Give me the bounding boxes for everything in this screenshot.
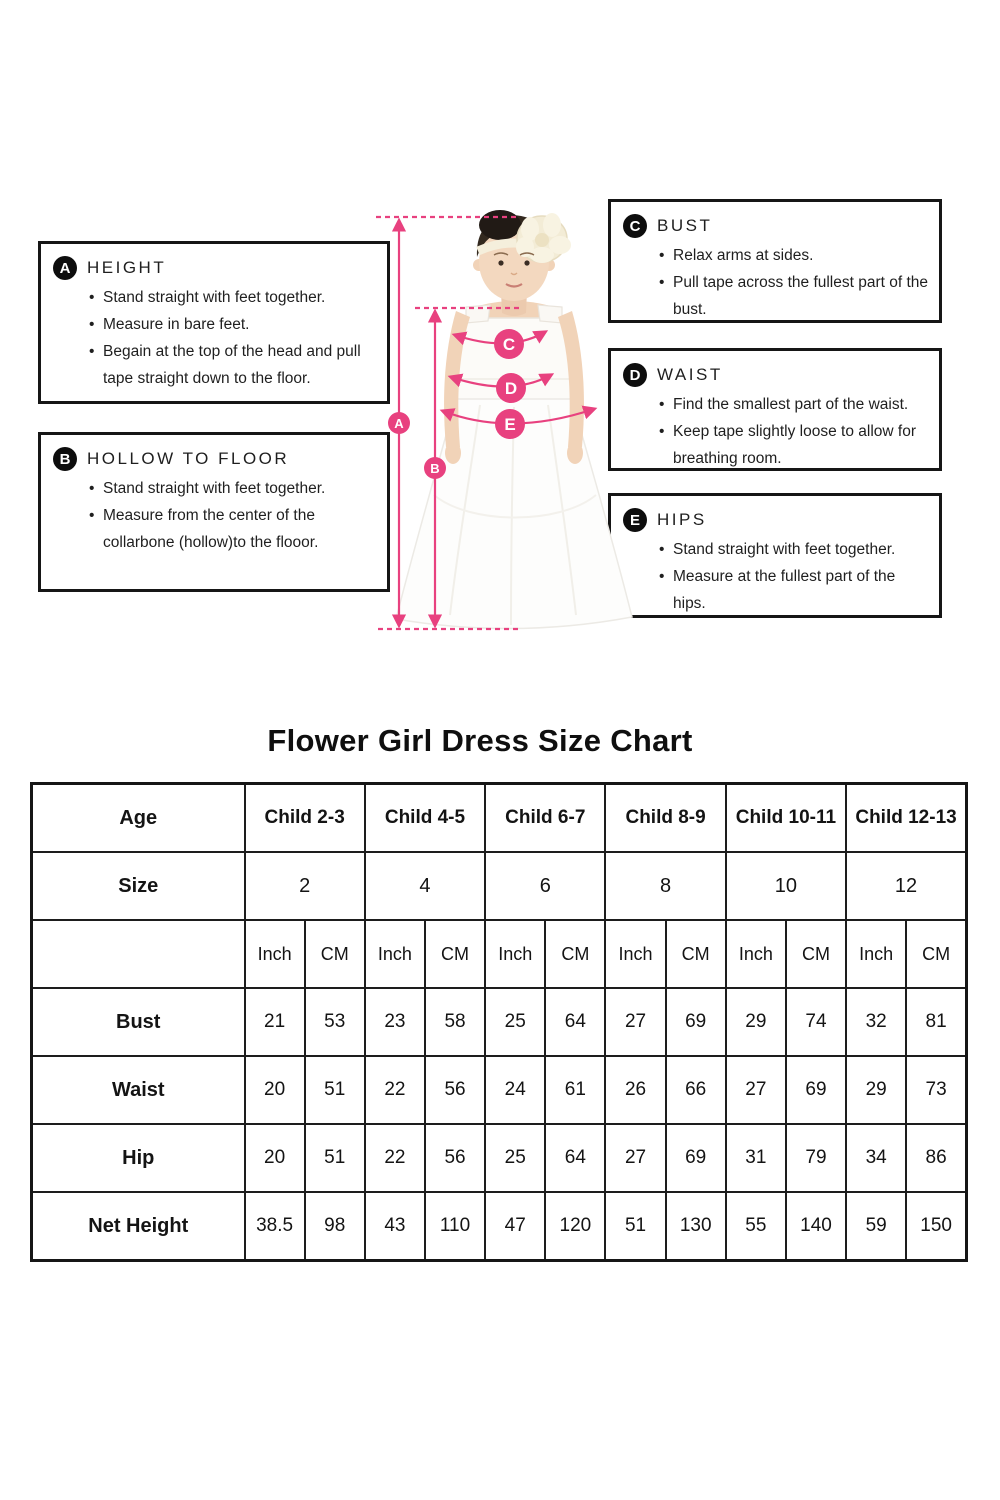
bullet-item: • Measure from the center of the collarbone (hollow)to the flooor. [89, 502, 377, 556]
bullet-item: • Stand straight with feet together. [89, 475, 377, 502]
bullet-item: • Stand straight with feet together. [89, 284, 377, 311]
bullet-item: • Pull tape across the fullest part of the bust. [659, 269, 929, 323]
measurement-value: 69 [666, 988, 726, 1056]
marker-e-icon: E [623, 508, 647, 532]
measurement-value: 64 [545, 1124, 605, 1192]
measurement-value: 27 [605, 1124, 665, 1192]
measurement-value: 20 [245, 1056, 305, 1124]
unit-row [32, 920, 967, 988]
measurement-value: 120 [545, 1192, 605, 1261]
measurement-value: 51 [305, 1124, 365, 1192]
marker-c-icon: C [623, 214, 647, 238]
row-label-size: Size [32, 852, 245, 920]
bullet-item: • Stand straight with feet together. [659, 536, 929, 563]
instruction-title: WAIST [657, 365, 723, 384]
row-label-empty [32, 920, 245, 988]
measurement-value: 51 [605, 1192, 665, 1261]
measurement-value: 23 [365, 988, 425, 1056]
unit-header: Inch [605, 920, 665, 988]
measurement-value: 56 [425, 1056, 485, 1124]
measurement-value: 21 [245, 988, 305, 1056]
measurement-value: 47 [485, 1192, 545, 1261]
unit-header: Inch [365, 920, 425, 988]
instruction-bullets [659, 242, 929, 323]
marker-a-icon: A [53, 256, 77, 280]
svg-text:E: E [504, 415, 516, 434]
unit-header: CM [666, 920, 726, 988]
unit-header: Inch [726, 920, 786, 988]
age-row [32, 784, 967, 853]
row-label-measurement: Waist [32, 1056, 245, 1124]
svg-text:C: C [502, 335, 516, 354]
row-label-age: Age [32, 784, 245, 853]
unit-header: CM [786, 920, 846, 988]
measurement-value: 55 [726, 1192, 786, 1261]
instruction-bullets [659, 536, 929, 617]
measurement-value: 69 [786, 1056, 846, 1124]
instruction-header [623, 214, 929, 238]
age-group-header: Child 4-5 [365, 784, 485, 853]
measurement-value: 25 [485, 988, 545, 1056]
measurement-value: 61 [545, 1056, 605, 1124]
size-value: 6 [485, 852, 605, 920]
instruction-title: HOLLOW TO FLOOR [87, 449, 290, 468]
marker-d-icon: D [623, 363, 647, 387]
unit-header: CM [425, 920, 485, 988]
instruction-title: HIPS [657, 510, 707, 529]
bullet-item: • Begain at the top of the head and pull tape straight down to the floor. [89, 338, 377, 392]
instruction-title: BUST [657, 216, 713, 235]
measurement-value: 38.5 [245, 1192, 305, 1261]
measurement-value: 32 [846, 988, 906, 1056]
measurement-value: 20 [245, 1124, 305, 1192]
row-label-measurement: Net Height [32, 1192, 245, 1261]
marker-b-icon: B [53, 447, 77, 471]
size-row [32, 852, 967, 920]
instruction-bullets [89, 475, 377, 556]
measurement-row [32, 1124, 967, 1192]
measurement-value: 64 [545, 988, 605, 1056]
bullet-item: • Keep tape slightly loose to allow for breathing room. [659, 418, 929, 472]
age-group-header: Child 6-7 [485, 784, 605, 853]
measurement-value: 79 [786, 1124, 846, 1192]
size-table-body [32, 784, 967, 1261]
instruction-header [623, 363, 929, 387]
row-label-measurement: Hip [32, 1124, 245, 1192]
instruction-bullets [659, 391, 929, 472]
measurement-value: 59 [846, 1192, 906, 1261]
unit-header: Inch [245, 920, 305, 988]
unit-header: Inch [485, 920, 545, 988]
age-group-header: Child 12-13 [846, 784, 966, 853]
bullet-item: • Measure at the fullest part of the hips. [659, 563, 929, 617]
measurement-row [32, 988, 967, 1056]
measurement-value: 51 [305, 1056, 365, 1124]
measurement-value: 53 [305, 988, 365, 1056]
size-value: 10 [726, 852, 846, 920]
measurement-value: 66 [666, 1056, 726, 1124]
bullet-item: • Find the smallest part of the waist. [659, 391, 929, 418]
unit-header: CM [906, 920, 966, 988]
size-value: 12 [846, 852, 966, 920]
measurement-value: 26 [605, 1056, 665, 1124]
age-group-header: Child 2-3 [245, 784, 365, 853]
hollow-to-floor-instruction-box [38, 432, 390, 592]
svg-text:A: A [394, 416, 404, 431]
measurement-value: 86 [906, 1124, 966, 1192]
svg-text:B: B [430, 461, 440, 476]
measurement-value: 150 [906, 1192, 966, 1261]
measurement-value: 24 [485, 1056, 545, 1124]
instruction-bullets [89, 284, 377, 392]
unit-header: Inch [846, 920, 906, 988]
measurement-value: 74 [786, 988, 846, 1056]
instruction-header [623, 508, 929, 532]
measurement-value: 27 [726, 1056, 786, 1124]
measurement-figure [370, 195, 660, 640]
measurement-value: 56 [425, 1124, 485, 1192]
measurement-row [32, 1192, 967, 1261]
svg-text:D: D [504, 379, 518, 398]
measurement-value: 22 [365, 1056, 425, 1124]
bullet-item: • Relax arms at sides. [659, 242, 929, 269]
measurement-value: 27 [605, 988, 665, 1056]
instruction-header [53, 447, 377, 471]
size-table [30, 782, 968, 1262]
size-value: 4 [365, 852, 485, 920]
measurement-row [32, 1056, 967, 1124]
measurement-value: 31 [726, 1124, 786, 1192]
instruction-header [53, 256, 377, 280]
measurement-value: 43 [365, 1192, 425, 1261]
size-value: 2 [245, 852, 365, 920]
unit-header: CM [545, 920, 605, 988]
measurement-value: 73 [906, 1056, 966, 1124]
page-title: Flower Girl Dress Size Chart [267, 723, 693, 758]
size-value: 8 [605, 852, 725, 920]
unit-header: CM [305, 920, 365, 988]
age-group-header: Child 10-11 [726, 784, 846, 853]
measurement-value: 69 [666, 1124, 726, 1192]
measurement-value: 98 [305, 1192, 365, 1261]
measurement-value: 140 [786, 1192, 846, 1261]
bullet-item: • Measure in bare feet. [89, 311, 377, 338]
instruction-title: HEIGHT [87, 258, 167, 277]
measurement-value: 81 [906, 988, 966, 1056]
age-group-header: Child 8-9 [605, 784, 725, 853]
measurement-value: 130 [666, 1192, 726, 1261]
measurement-value: 110 [425, 1192, 485, 1261]
measurement-value: 22 [365, 1124, 425, 1192]
measurement-value: 34 [846, 1124, 906, 1192]
measurement-value: 29 [726, 988, 786, 1056]
measurement-value: 29 [846, 1056, 906, 1124]
flower-accessory [516, 213, 571, 263]
row-label-measurement: Bust [32, 988, 245, 1056]
measurement-value: 25 [485, 1124, 545, 1192]
measurement-value: 58 [425, 988, 485, 1056]
height-instruction-box [38, 241, 390, 404]
